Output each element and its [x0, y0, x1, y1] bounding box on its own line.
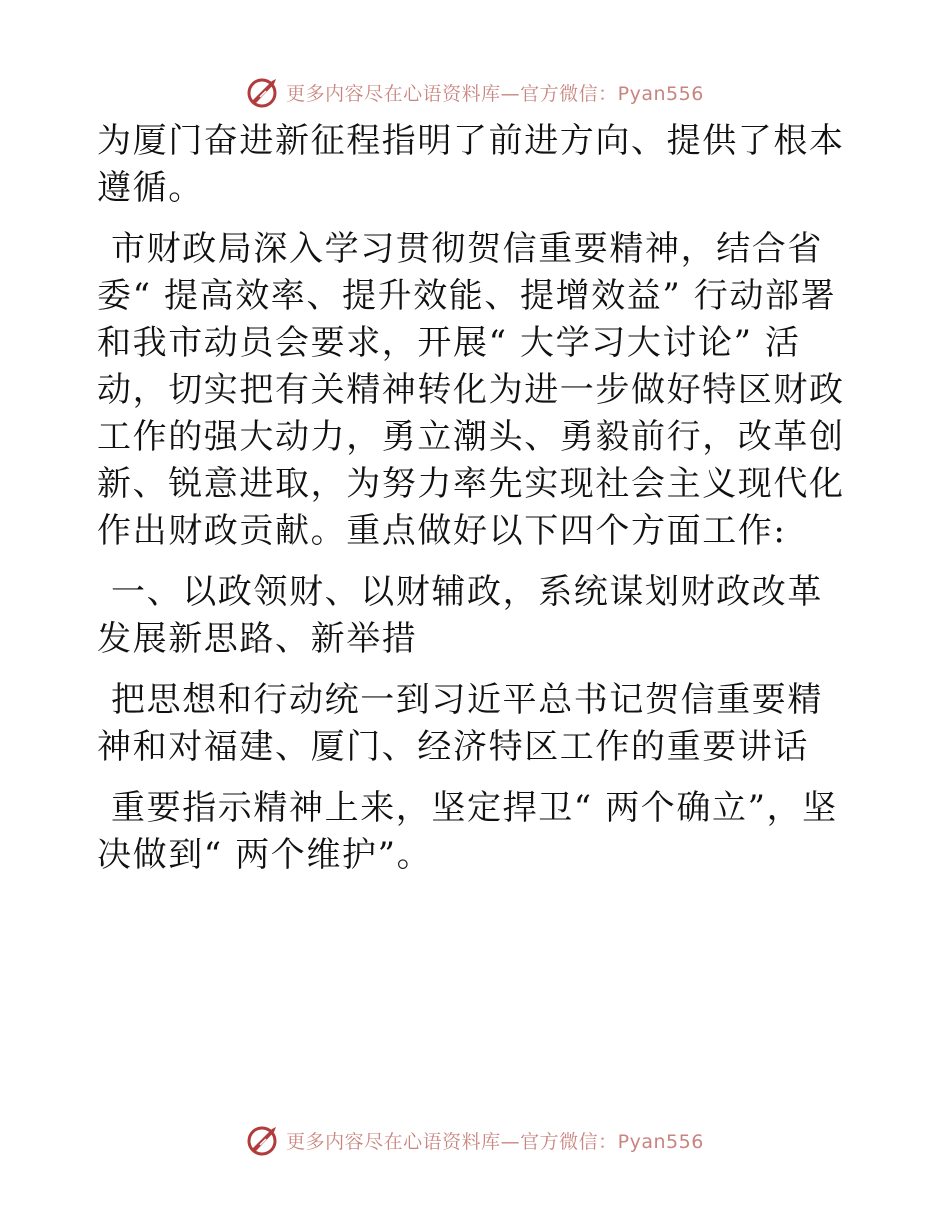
paragraph-1: 为厦门奋进新征程指明了前进方向、提供了根本遵循。	[97, 121, 845, 208]
paragraph-4: 重要指示精神上来，坚定捍卫“ 两个确立”，坚决做到“ 两个维护”。	[97, 788, 838, 875]
paragraph-3: 把思想和行动统一到习近平总书记贺信重要精神和对福建、厦门、经济特区工作的重要讲话	[97, 680, 823, 767]
header-watermark	[0, 72, 950, 112]
footer-watermark	[0, 1120, 950, 1160]
paragraph-2: 市财政局深入学习贯彻贺信重要精神，结合省委“ 提高效率、提升效能、提增效益” 行动部署和我市动员会要求，开展“ 大学习大讨论” 活动，切实把有关精神转化为进一步做好特区财政工作的强大动力，勇立潮头、勇毅前行，改革创新、锐意进取，为努力率先实现社会主义现代化作出财政贡献。重点做好以下四个方面工作:	[97, 229, 845, 551]
watermark-text: 更多内容尽在心语资料库—官方微信：Pyan556	[286, 1130, 704, 1153]
document-body	[97, 118, 857, 893]
quill-pen-circle-icon	[246, 1123, 280, 1157]
quill-pen-circle-icon	[246, 75, 280, 109]
watermark-text: 更多内容尽在心语资料库—官方微信：Pyan556	[286, 82, 704, 105]
section-heading-1: 一、以政领财、以财辅政，系统谋划财政改革发展新思路、新举措	[97, 572, 823, 659]
